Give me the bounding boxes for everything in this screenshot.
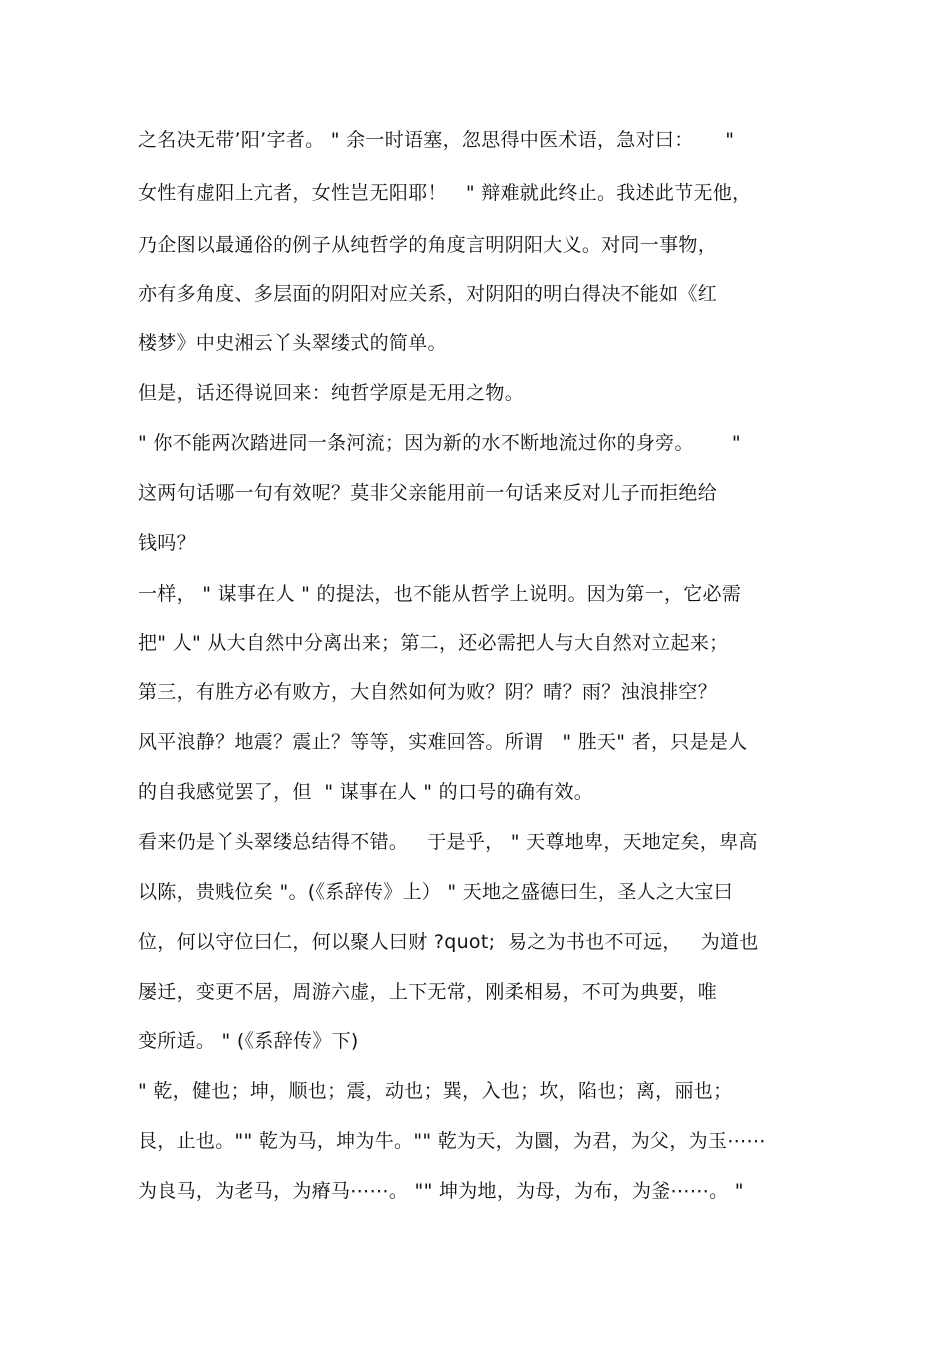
- text-line: 亦有多角度、多层面的阴阳对应关系，对阴阳的明白得决不能如《红: [138, 283, 718, 305]
- text-line: 楼梦》中史湘云丫头翠缕式的简单。: [138, 332, 447, 354]
- text-line: 乃企图以最通俗的例子从纯哲学的角度言明阴阳大义。对同一事物，: [138, 234, 718, 256]
- text-line: 这两句话哪一句有效呢？莫非父亲能用前一句话来反对儿子而拒绝给: [138, 482, 718, 504]
- text-line: 钱吗？: [138, 532, 196, 554]
- text-line: 以陈，贵贱位矣 "。(《系辞传》上） " 天地之盛德曰生，圣人之大宝曰: [138, 881, 734, 903]
- text-line: 为良马，为老马，为瘠马⋯⋯。 "" 坤为地，为母，为布，为釜⋯⋯。 ": [138, 1180, 744, 1202]
- text-line: 女性有虚阳上亢者，女性岂无阳耶！ " 辩难就此终止。我述此节无他，: [138, 182, 752, 204]
- text-line: 的自我感觉罢了，但 " 谋事在人 " 的口号的确有效。: [138, 781, 594, 803]
- text-line: 变所适。 " (《系辞传》下): [138, 1030, 359, 1052]
- text-line: 之名决无带’阳’字者。 " 余一时语塞，忽思得中医术语，急对曰： ": [138, 129, 735, 151]
- text-line: 一样， " 谋事在人 " 的提法，也不能从哲学上说明。因为第一，它必需: [138, 583, 742, 605]
- text-line: 看来仍是丫头翠缕总结得不错。 于是乎， " 天尊地卑，天地定矣，卑高: [138, 831, 758, 853]
- text-line: 位，何以守位曰仁，何以聚人曰财 ?quot; 易之为书也不可远， 为道也: [138, 931, 759, 953]
- text-line: 艮，止也。"" 乾为马，坤为牛。"" 乾为天，为圜，为君，为父，为玉⋯⋯: [138, 1130, 766, 1152]
- text-line: " 乾，健也；坤，顺也；震，动也；巽，入也；坎，陷也；离，丽也；: [138, 1080, 733, 1102]
- text-line: 屡迁，变更不居，周游六虚，上下无常，刚柔相易，不可为典要，唯: [138, 981, 718, 1003]
- text-line: " 你不能两次踏进同一条河流；因为新的水不断地流过你的身旁。 ": [138, 432, 741, 454]
- text-line: 但是，话还得说回来：纯哲学原是无用之物。: [138, 382, 525, 404]
- text-line: 第三，有胜方必有败方，大自然如何为败？阴？晴？雨？浊浪排空？: [138, 681, 718, 703]
- text-line: 风平浪静？地震？震止？等等，实难回答。所谓 " 胜天" 者，只是是人: [138, 731, 748, 753]
- text-line: 把" 人" 从大自然中分离出来；第二，还必需把人与大自然对立起来；: [138, 632, 729, 654]
